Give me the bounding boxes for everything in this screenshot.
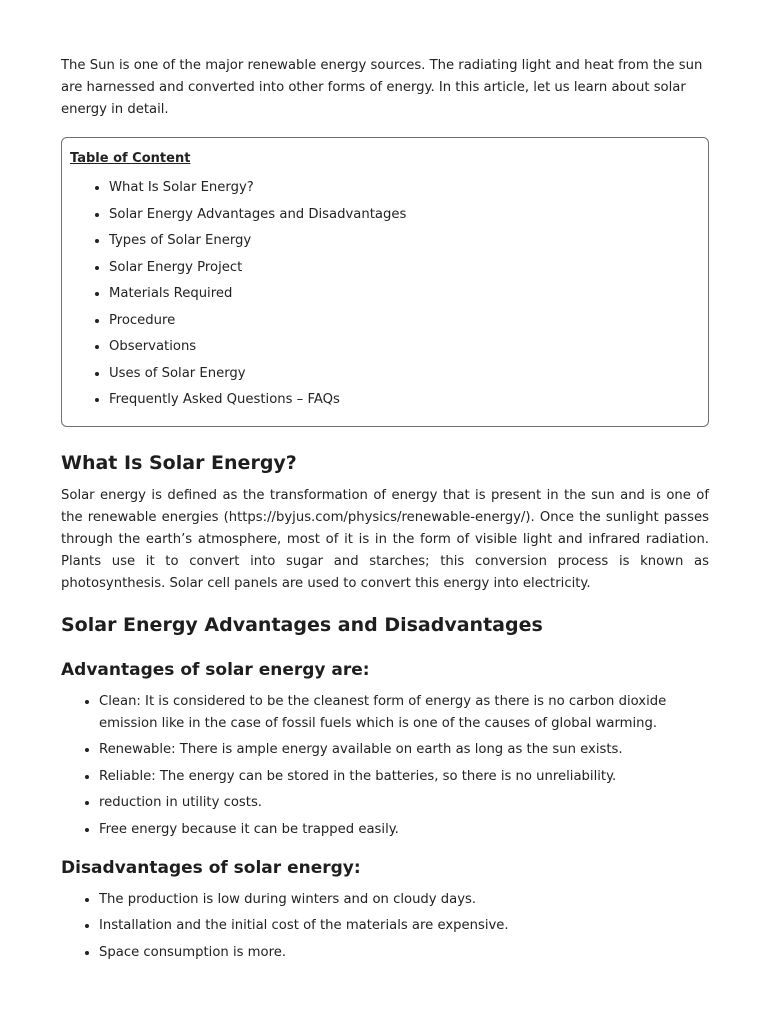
table-of-contents (61, 137, 709, 427)
disadvantage-item: • The production is low during winters and on cloudy days. (99, 889, 709, 911)
section-heading-what-is-solar-energy: What Is Solar Energy? (61, 451, 297, 474)
solar-energy-definition-paragraph: Solar energy is defined as the transformation of energy that is present in the sun and is one of the renewable energies (https://byjus.com/physics/renewable-energy/). Once the sunlight passes through the earth’s atmosphere, most of it is in the form of visible light and infrared radiation. Plants use it to convert into sugar and starches; this conversion process is known as photosynthesis. Solar cell panels are used to convert this energy into electricity. (61, 487, 709, 591)
disadvantages-list (61, 889, 709, 964)
advantage-item: • Free energy because it can be trapped easily. (99, 819, 709, 841)
toc-item[interactable]: • Solar Energy Project (109, 255, 700, 282)
advantage-item: • reduction in utility costs. (99, 792, 709, 814)
advantage-item: • Reliable: The energy can be stored in the batteries, so there is no unreliability. (99, 766, 709, 788)
intro-paragraph: The Sun is one of the major renewable energy sources. The radiating light and heat from the sun are harnessed and converted into other forms of energy. In this article, let us learn about solar energy in detail. (61, 58, 703, 117)
advantage-item: • Clean: It is considered to be the cleanest form of energy as there is no carbon dioxide emission like in the case of fossil fuels which is one of the causes of global warming. (99, 691, 709, 735)
disadvantage-item: • Space consumption is more. (99, 942, 709, 964)
toc-list (70, 175, 700, 414)
toc-item[interactable]: • What Is Solar Energy? (109, 175, 700, 202)
toc-title: Table of Content (70, 151, 191, 166)
toc-item[interactable]: • Uses of Solar Energy (109, 361, 700, 388)
disadvantage-item: • Installation and the initial cost of the materials are expensive. (99, 915, 709, 937)
advantages-heading: Advantages of solar energy are: (61, 659, 370, 680)
toc-item[interactable]: • Observations (109, 334, 700, 361)
section-heading-advantages-disadvantages: Solar Energy Advantages and Disadvantages (61, 613, 543, 636)
toc-item[interactable]: • Procedure (109, 308, 700, 335)
toc-item[interactable]: • Solar Energy Advantages and Disadvantages (109, 202, 700, 229)
toc-item[interactable]: • Types of Solar Energy (109, 228, 700, 255)
toc-item[interactable]: • Materials Required (109, 281, 700, 308)
toc-item[interactable]: • Frequently Asked Questions – FAQs (109, 387, 700, 414)
disadvantages-heading: Disadvantages of solar energy: (61, 857, 361, 878)
advantage-item: • Renewable: There is ample energy available on earth as long as the sun exists. (99, 739, 709, 761)
advantages-list (61, 691, 709, 841)
